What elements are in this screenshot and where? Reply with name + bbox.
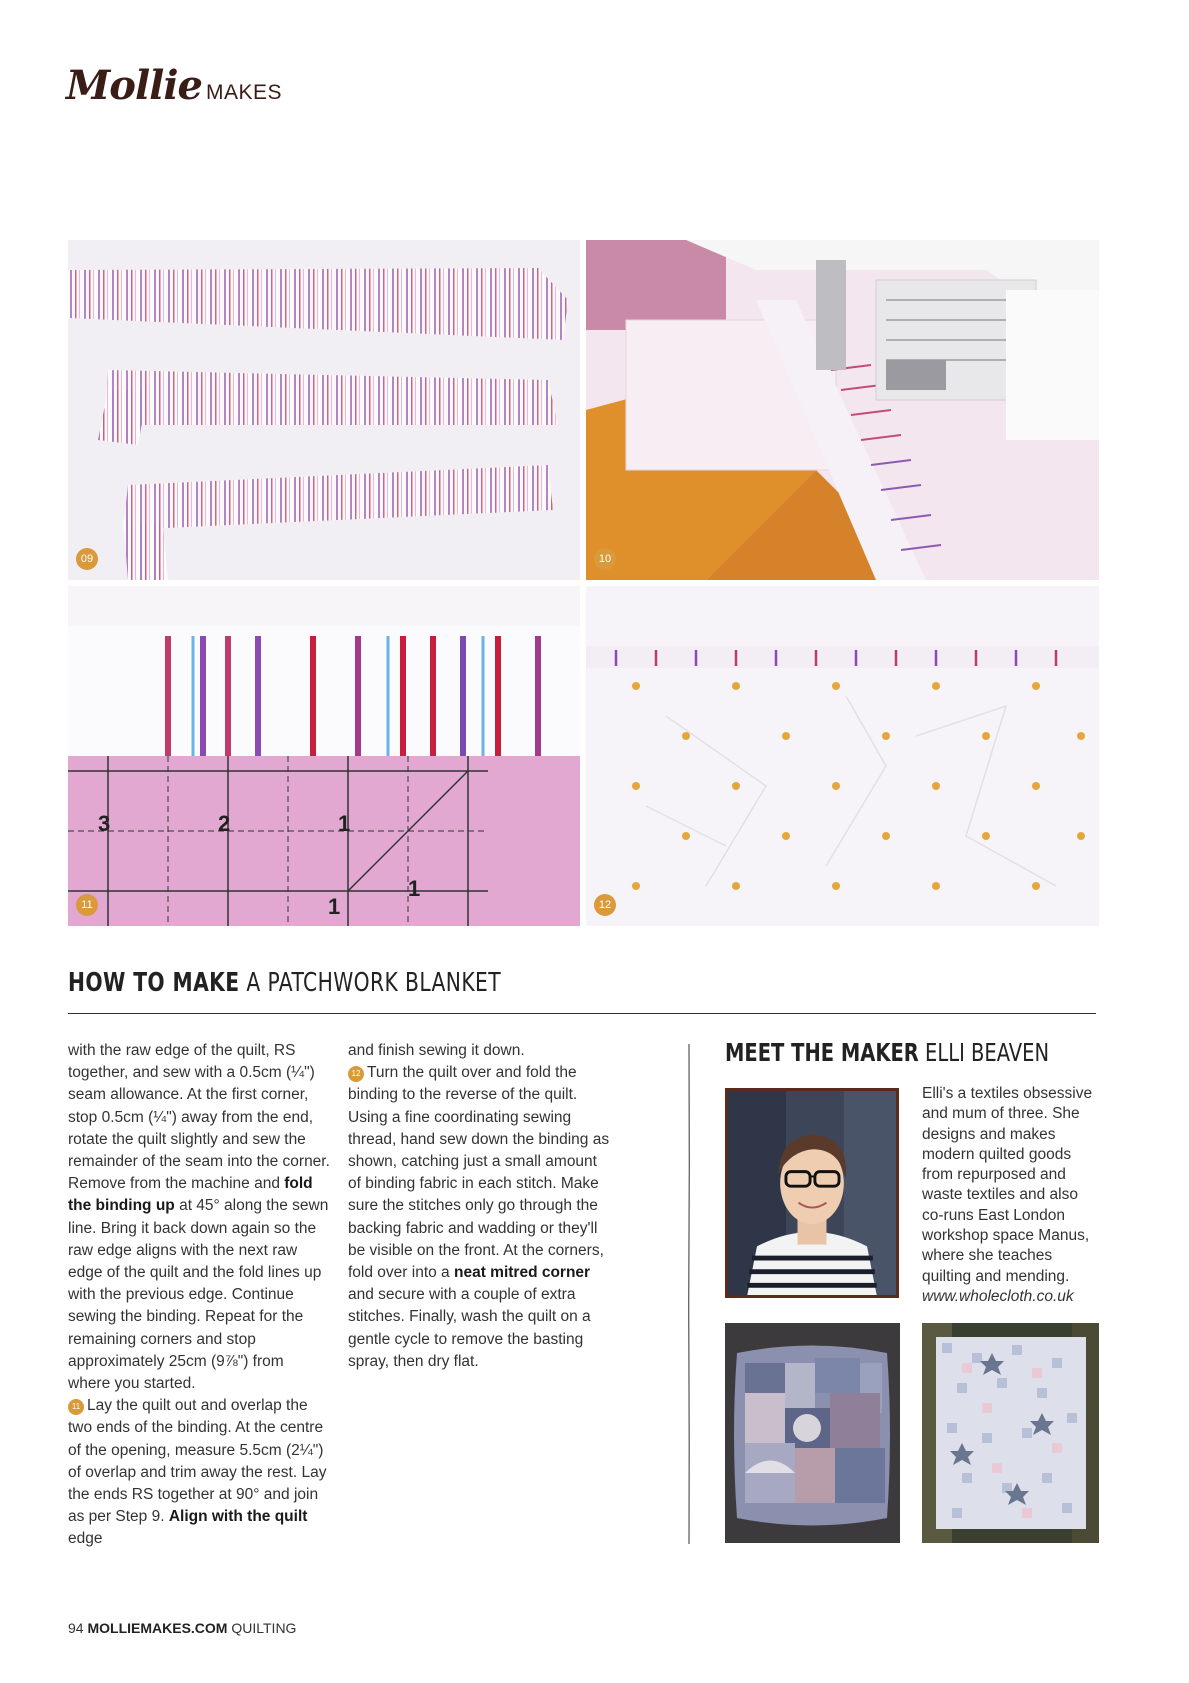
- ruler-mark-1a: 1: [338, 811, 351, 836]
- step-number-badge: 11: [68, 1399, 84, 1415]
- photo-11: [68, 586, 580, 926]
- body-bold: neat mitred corner: [453, 1264, 591, 1282]
- meet-the-maker-title: [725, 1038, 1049, 1067]
- body-text: Lay the quilt out and overlap the two ends of the binding. At the centre of the opening, measure 5.5cm (2¼") of overlap and trim away the rest. Lay the ends RS together at 90° and join as per Step 9.: [68, 1397, 327, 1526]
- body-bold: Align with the quilt: [168, 1508, 308, 1526]
- photo-09: [68, 240, 580, 580]
- section-title-light: A PATCHWORK BLANKET: [246, 968, 501, 998]
- paragraph: [68, 1040, 330, 1395]
- footer-site: MOLLIEMAKES.COM: [87, 1620, 228, 1636]
- magazine-logo: [66, 62, 282, 109]
- logo-makes: MAKES: [206, 81, 283, 104]
- body-text: and finish sewing it down.: [348, 1042, 525, 1059]
- footer-section: QUILTING: [231, 1620, 297, 1636]
- paragraph: [348, 1062, 610, 1373]
- body-bold: fold the binding up: [68, 1175, 313, 1215]
- step-number-badge: 09: [76, 548, 98, 570]
- divider: [68, 1013, 1096, 1014]
- column-divider: [688, 1044, 690, 1544]
- body-column-1: [68, 1040, 330, 1551]
- photo-12: [586, 586, 1099, 926]
- maker-label: MEET THE MAKER: [725, 1038, 919, 1067]
- step-number-badge: 12: [594, 894, 616, 916]
- paragraph: [68, 1395, 330, 1550]
- ruler-mark-1c: 1: [408, 876, 421, 901]
- body-text: edge: [68, 1530, 103, 1548]
- maker-bio-text: Elli's a textiles obsessive and mum of three. She designs and makes modern quilted goods from repurposed and waste textiles and also co-runs East London workshop space Manus, where she teaches quilting and mending.: [922, 1085, 1093, 1285]
- step-number-badge: 12: [348, 1066, 364, 1082]
- body-column-2: [348, 1040, 610, 1373]
- step-number-badge: 11: [76, 894, 98, 916]
- quilt-photo: [922, 1323, 1099, 1543]
- body-text: with the raw edge of the quilt, RS together, and sew with a 0.5cm (¼") seam allowance. At the first corner, stop 0.5cm (¼") away from the end, rotate the quilt slightly and sew the remainder of the seam into the corner. Remove from the machine and: [68, 1042, 330, 1193]
- cushion-photo: [725, 1323, 900, 1543]
- body-text: Turn the quilt over and fold the binding to the reverse of the quilt. Using a fine coordinating sewing thread, hand sew down the binding as shown, catching just a small amount of binding fabric in each stitch. Make sure the stitches only go through the backing fabric and wadding or they'll be visible on the front. At the corners, fold over into a: [348, 1064, 610, 1282]
- maker-name: ELLI BEAVEN: [925, 1038, 1050, 1067]
- section-title: [68, 968, 501, 998]
- section-title-bold: HOW TO MAKE: [68, 968, 240, 998]
- maker-bio: [922, 1084, 1102, 1307]
- body-text: at 45° along the sewn line. Bring it back down again so the raw edge aligns with the next raw edge of the quilt and the fold lines up with the previous edge. Continue sewing the binding. Repeat for the remaining corners and stop approximately 25cm (9⅞") from where you started.: [68, 1197, 329, 1393]
- photo-10: [586, 240, 1099, 580]
- maker-portrait: [725, 1088, 899, 1298]
- maker-website-link[interactable]: www.wholecloth.co.uk: [922, 1287, 1074, 1305]
- logo-script: Mollie: [66, 62, 202, 109]
- paragraph: [348, 1040, 610, 1062]
- ruler-mark-3: 3: [98, 811, 111, 836]
- body-text: and secure with a couple of extra stitches. Finally, wash the quilt on a gentle cycle to remove the basting spray, then dry flat.: [348, 1286, 591, 1370]
- step-number-badge: 10: [594, 548, 616, 570]
- page-number: 94: [68, 1620, 84, 1636]
- ruler-mark-2: 2: [218, 811, 231, 836]
- ruler-mark-1b: 1: [328, 894, 341, 919]
- page-footer: [68, 1620, 296, 1636]
